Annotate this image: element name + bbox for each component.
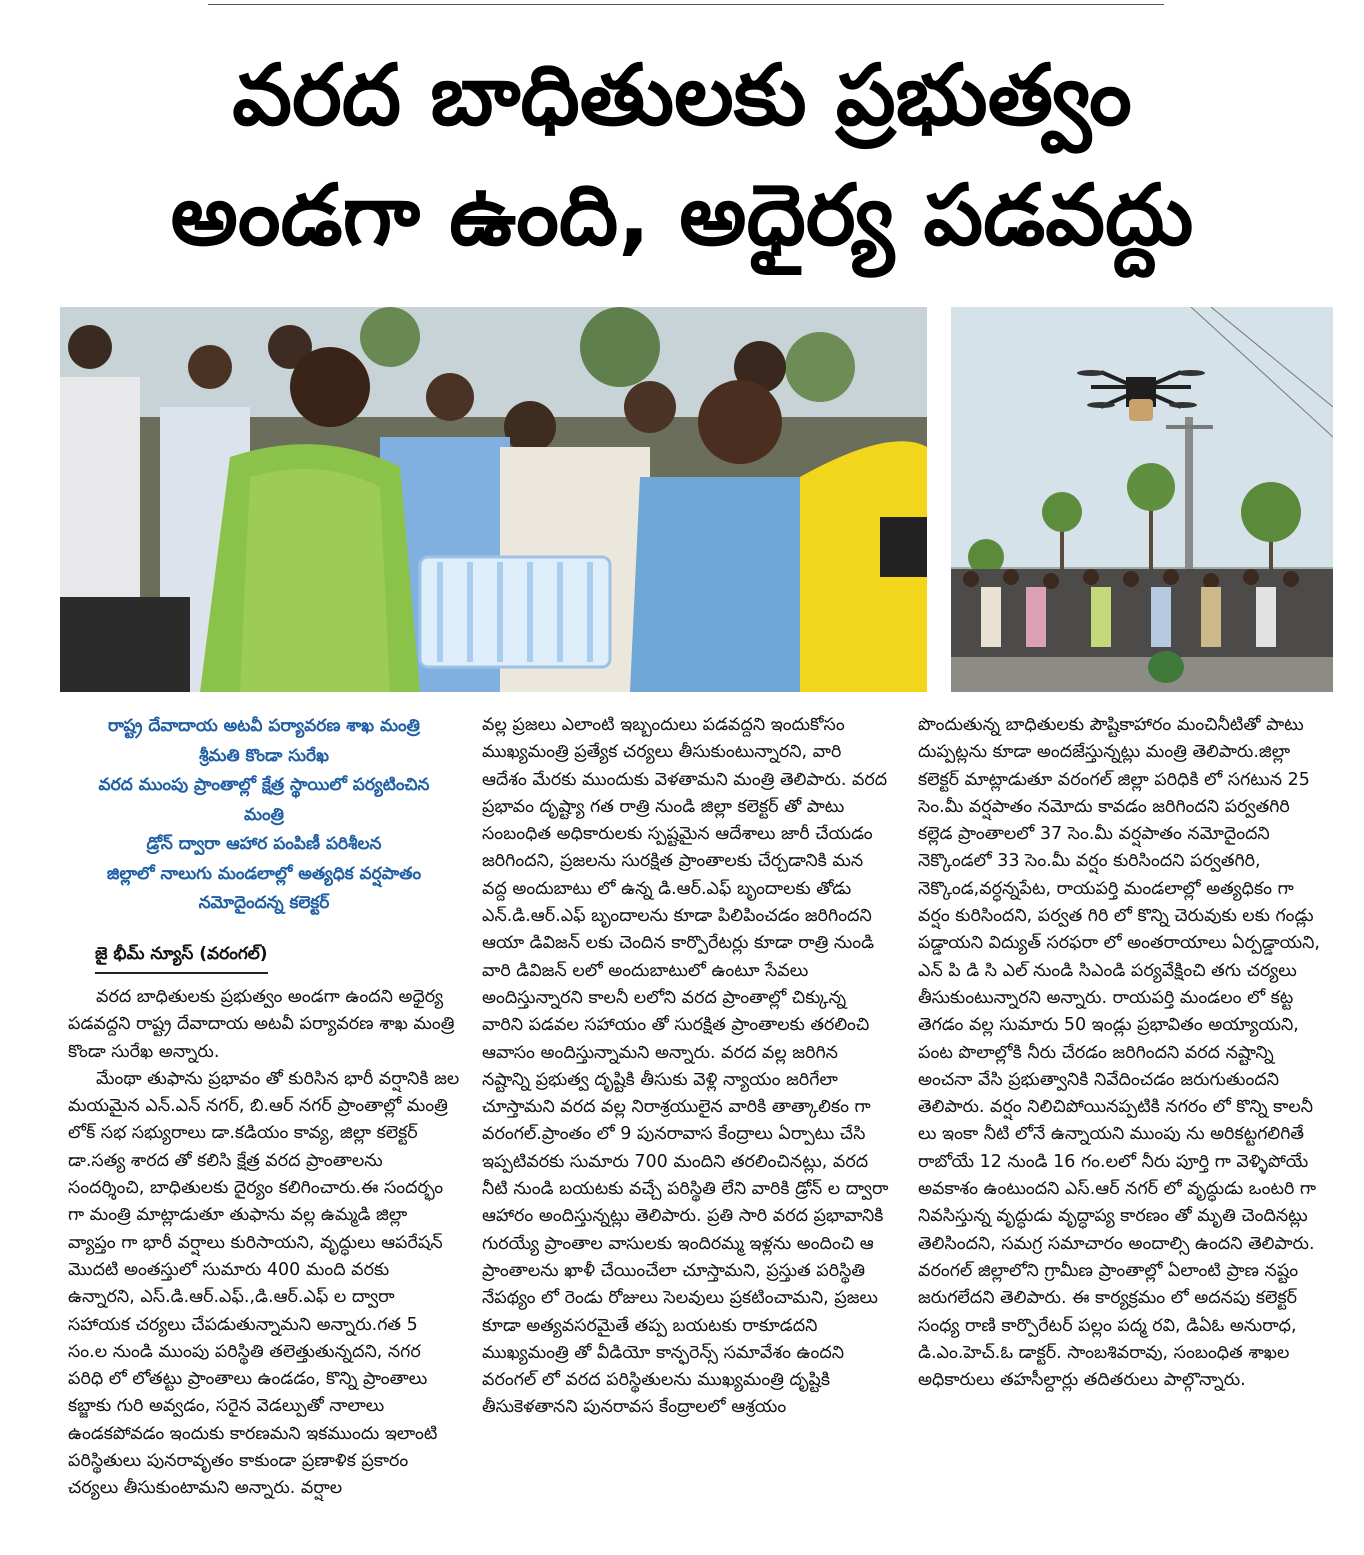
article-column-3 bbox=[918, 712, 1322, 1394]
headline-line-2: అండగా ఉంది, అధైర్య పడవద్దు bbox=[170, 166, 1194, 264]
blurb-line: మంత్రి bbox=[244, 804, 284, 825]
headline-line-1: వరద బాధితులకు ప్రభుత్వం bbox=[232, 46, 1132, 144]
article-column-1 bbox=[68, 984, 460, 1503]
photo-drone-food-delivery bbox=[951, 307, 1333, 692]
blurb-line: నమోదైందన్న కలెక్టర్ bbox=[198, 893, 330, 913]
article-column-2 bbox=[482, 712, 890, 1422]
paragraph: మేంథా తుఫాను ప్రభావం తో కురిసిన భారీ వర్షానికి జల మయమైన ఎన్.ఎన్ నగర్, బి.ఆర్ నగర్ ప్రాంతాల్లో మంత్రి లోక్ సభ సభ్యురాలు డా.కడియం కావ్య, జిల్లా కలెక్టర్ డా.సత్య శారద తో కలిసి క్షేత్ర వరద ప్రాంతాలను సందర్శించి, బాధితులకు దైర్యం కలిగించారు.ఈ సందర్భం గా మంత్రి మాట్లాడుతూ తుఫాను వల్ల ఉమ్మడి జిల్లా వ్యాప్తం గా భారీ వర్షాలు కురిసాయని, వృద్ధులు ఆపరేషన్ మొదటి అంతస్తులో సుమారు 400 మంది వరకు ఉన్నారని, ఎస్.డి.ఆర్.ఎఫ్.,డి.ఆర్.ఎఫ్ ల ద్వారా సహాయక చర్యలు చేపడుతున్నామని అన్నారు.గత 5 సం.ల నుండి ముంపు పరిస్థితి తలెత్తుతున్నదని, నగర పరిధి లో లోతట్టు ప్రాంతాలు ఉండడం, కొన్ని ప్రాంతాలు కబ్జాకు గురి అవ్వడం, సరైన వెడల్పుతో నాలాలు ఉండకపోవడం ఇందుకు కారణమని ఇకముందు ఇలాంటి పరిస్థితులు పునరావృతం కాకుండా ప్రణాళిక ప్రకారం చర్యలు తీసుకుంటామని అన్నారు. వర్షాల bbox=[68, 1068, 460, 1499]
photo-minister-illustration bbox=[60, 307, 927, 692]
top-rule bbox=[208, 4, 1164, 5]
blurb-line: శ్రీమతి కొండా సురేఖ bbox=[199, 745, 329, 766]
blurb-line: రాష్ట్ర దేవాదాయ అటవీ పర్యావరణ శాఖ మంత్రి bbox=[108, 716, 420, 736]
blurb-line: వరద ముంపు ప్రాంతాల్లో క్షేత్ర స్థాయిలో పర్యటించిన bbox=[98, 775, 430, 795]
paragraph: వల్ల ప్రజలు ఎలాంటి ఇబ్బందులు పడవద్దని ఇందుకోసం ముఖ్యమంత్రి ప్రత్యేక చర్యలు తీసుకుంటున్నారని, వారి ఆదేశం మేరకు ముందుకు వెళతామని మంత్రి తెలిపారు. వరద ప్రభావం దృష్ట్యా గత రాత్రి నుండి జిల్లా కలెక్టర్ తో పాటు సంబంధిత అధికారులకు స్పష్టమైన ఆదేశాలు జారీ చేయడం జరిగిందని, ప్రజలను సురక్షిత ప్రాంతాలకు చేర్చడానికి మన వద్ద అందుబాటు లో ఉన్న డి.ఆర్.ఎఫ్ బృందాలకు తోడు ఎన్.డి.ఆర్.ఎఫ్ బృందాలను కూడా పిలిపించడం జరిగిందని ఆయా డివిజన్ లకు చెందిన కార్పొరేటర్లు కూడా రాత్రి నుండి వారి డివిజన్ లలో అందుబాటులో ఉంటూ సేవలు అందిస్తున్నారని కాలనీ లలోని వరద ప్రాంతాల్లో చిక్కున్న వారిని పడవల సహాయం తో సురక్షిత ప్రాంతాలకు తరలించి ఆవాసం అందిస్తున్నామని అన్నారు. వరద వల్ల జరిగిన నష్టాన్ని ప్రభుత్వ దృష్టికి తీసుకు వెళ్లి న్యాయం జరిగేలా చూస్తామని వరద వల్ల నిరాశ్రయులైన వారికి తాత్కాలికం గా వరంగల్.ప్రాంతం లో 9 పునరావాస కేంద్రాలు ఏర్పాటు చేసి ఇప్పటివరకు సుమారు 700 మందిని తరలించినట్లు, వరద నీటి నుండి బయటకు వచ్చే పరిస్థితి లేని వారికి డ్రోన్ ల ద్వారా ఆహారం అందిస్తున్నట్లు తెలిపారు. ప్రతి సారి వరద ప్రభావానికి గురయ్యే ప్రాంతాల వాసులకు ఇందిరమ్మ ఇళ్లను అందించి ఆ ప్రాంతాలను ఖాళీ చేయించేలా చూస్తామని, ప్రస్తుత పరిస్థితి నేపథ్యం లో రెండు రోజులు సెలవులు ప్రకటించామని, ప్రజలు కూడా అత్యవసరమైతే తప్ప బయటకు రాకూడదని ముఖ్యమంత్రి తో వీడియో కాన్ఫరెన్స్ సమావేశం ఉందని వరంగల్ లో వరద పరిస్థితులను ముఖ్యమంత్రి దృష్టికి తీసుకెళతానని పునరావస కేంద్రాలలో ఆశ్రయం bbox=[482, 715, 889, 1418]
article-blurb bbox=[68, 712, 460, 919]
blurb-line: డ్రోన్ ద్వారా ఆహార పంపిణీ పరిశీలన bbox=[146, 834, 382, 854]
blurb-line: జిల్లాలో నాలుగు మండలాల్లో అత్యధిక వర్షపాతం bbox=[106, 863, 422, 884]
photo-drone-illustration bbox=[951, 307, 1333, 692]
paragraph: వరద బాధితులకు ప్రభుత్వం అండగా ఉందని అధైర్య పడవద్దని రాష్ట్ర దేవాదాయ అటవీ పర్యావరణ శాఖ మంత్రి కొండా సురేఖ అన్నారు. bbox=[68, 987, 455, 1062]
photo-minister-distributing-water bbox=[60, 307, 927, 692]
paragraph: పొందుతున్న బాధితులకు పౌష్టికాహారం మంచినీటితో పాటు దుప్పట్లను కూడా అందజేస్తున్నట్లు మంత్రి తెలిపారు.జిల్లా కలెక్టర్ మాట్లాడుతూ వరంగల్ జిల్లా పరిధికి లో సగటున 25 సెం.మీ వర్షపాతం నమోదు కావడం జరిగిందని పర్వతగిరి కల్లెడ ప్రాంతాలలో 37 సెం.మీ వర్షపాతం నమోదైందని నెక్కొండలో 33 సెం.మీ వర్షం కురిసిందని పర్వతగిరి, నెక్కొండ,వర్ధన్నపేట, రాయపర్తి మండలాల్లో అత్యధికం గా వర్షం కురిసిందని, పర్వత గిరి లో కొన్ని చెరువుకు లకు గండ్లు పడ్డాయని విద్యుత్ సరఫరా లో అంతరాయాలు ఏర్పడ్డాయని, ఎన్ పి డి సి ఎల్ నుండి సిఎండి పర్యవేక్షించి తగు చర్యలు తీసుకుంటున్నారని అన్నారు. రాయపర్తి మండలం లో కట్ట తెగడం వల్ల సుమారు 50 ఇండ్లు ప్రభావితం అయ్యాయని, పంట పొలాల్లోకి నీరు చేరడం జరిగిందని వరద నష్టాన్ని అంచనా వేసి ప్రభుత్వానికి నివేదించడం జరుగుతుందని తెలిపారు. వర్షం నిలిచిపోయినప్పటికి నగరం లో కొన్ని కాలనీ లు ఇంకా నీటి లోనే ఉన్నాయని ముంపు ను అరికట్టగలిగితే రాబోయే 12 నుండి 16 గం.లలో నీరు పూర్తి గా వెళ్ళిపోయే అవకాశం ఉంటుందని ఎస్.ఆర్ నగర్ లో వృద్ధుడు ఒంటరి గా నివసిస్తున్న వృద్ధుడు వృద్ధాప్య కారణం తో మృతి చెందినట్లు తెలిసిందని, సమగ్ర సమాచారం అందాల్సి ఉందని తెలిపారు. వరంగల్ జిల్లాలోని గ్రామీణ ప్రాంతాల్లో ఏలాంటి ప్రాణ నష్టం జరుగలేదని తెలిపారు. ఈ కార్యక్రమం లో అదనపు కలెక్టర్ సంధ్య రాణి కార్పొరేటర్ పల్లం పద్మ రవి, డిఏఓ అనురాధ, డి.ఎం.హెచ్.ఓ డాక్టర్. సాంబశివరావు, సంబంధిత శాఖల అధికారులు తహసీల్దార్లు తదితరులు పాల్గొన్నారు. bbox=[918, 715, 1320, 1391]
byline: జై భీమ్ న్యూస్ (వరంగల్) bbox=[95, 944, 268, 974]
